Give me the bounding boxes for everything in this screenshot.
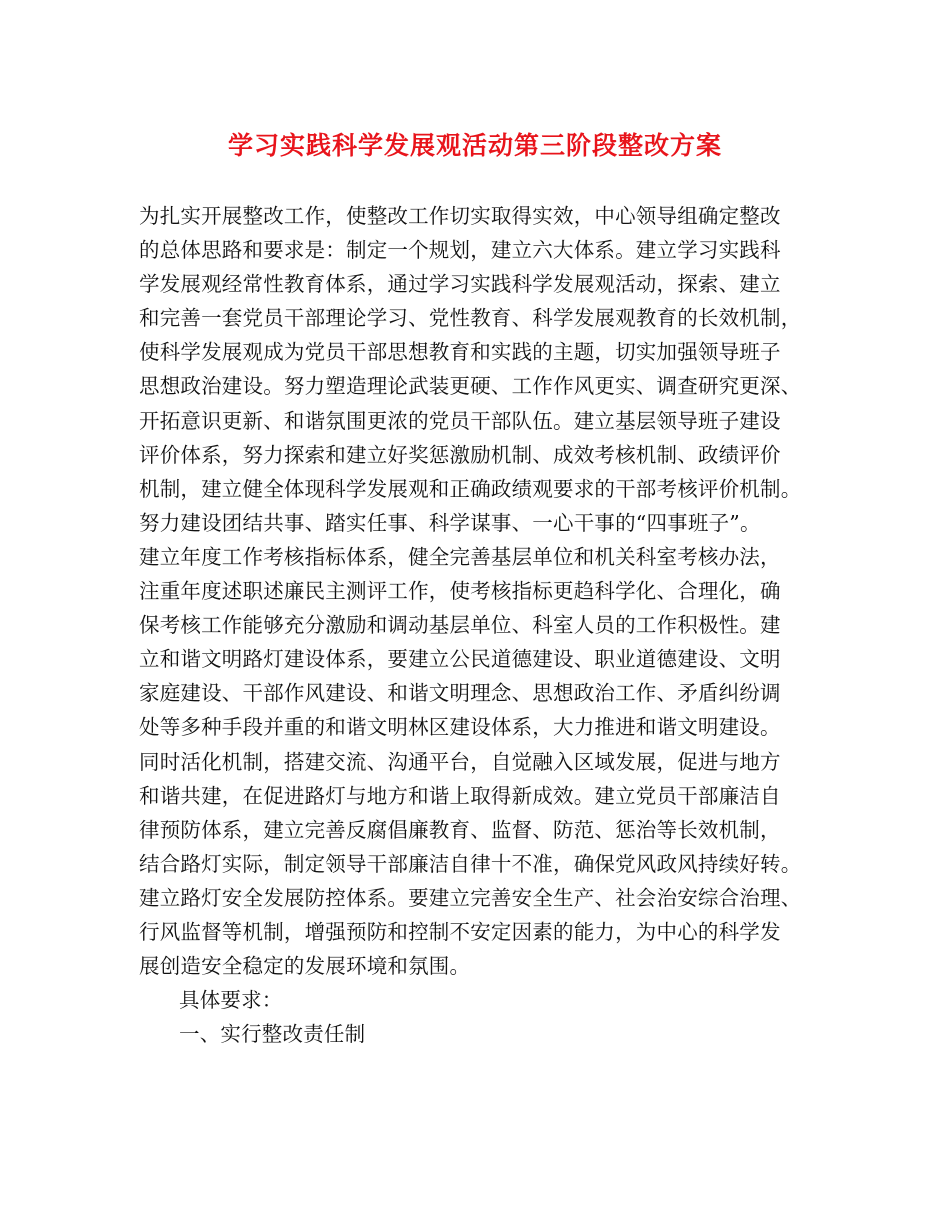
document-body <box>139 199 839 1051</box>
section-heading-1: 一、实行整改责任制 <box>179 1022 366 1047</box>
body-line: 注重年度述职述廉民主测评工作，使考核指标更趋科学化、合理化，确 <box>139 579 781 604</box>
body-line: 机制，建立健全体现科学发展观和正确政绩观要求的干部考核评价机制。 <box>139 476 802 501</box>
body-line: 的总体思路和要求是：制定一个规划，建立六大体系。建立学习实践科 <box>139 238 781 263</box>
body-line: 建立路灯安全发展防控体系。要建立完善安全生产、社会治安综合治理、 <box>139 885 802 910</box>
body-line: 保考核工作能够充分激励和调动基层单位、科室人员的工作积极性。建 <box>139 613 781 638</box>
body-line: 立和谐文明路灯建设体系，要建立公民道德建设、职业道德建设、文明 <box>139 647 781 672</box>
body-line: 结合路灯实际，制定领导干部廉洁自律十不准，确保党风政风持续好转。 <box>139 851 802 876</box>
body-line: 处等多种手段并重的和谐文明林区建设体系，大力推进和谐文明建设。 <box>139 715 781 740</box>
subheading-requirements: 具体要求： <box>179 988 283 1013</box>
body-line: 开拓意识更新、和谐氛围更浓的党员干部队伍。建立基层领导班子建设 <box>139 408 781 433</box>
body-line: 展创造安全稳定的发展环境和氛围。 <box>139 954 471 979</box>
body-line: 行风监督等机制，增强预防和控制不安定因素的能力，为中心的科学发 <box>139 919 781 944</box>
body-line: 建立年度工作考核指标体系，健全完善基层单位和机关科室考核办法， <box>139 544 781 569</box>
body-line: 为扎实开展整改工作，使整改工作切实取得实效，中心领导组确定整改 <box>139 204 781 228</box>
body-line: 使科学发展观成为党员干部思想教育和实践的主题，切实加强领导班子 <box>139 340 781 365</box>
body-line: 思想政治建设。努力塑造理论武装更硬、工作作风更实、调查研究更深、 <box>139 374 802 399</box>
body-line: 努力建设团结共事、踏实任事、科学谋事、一心干事的“四事班子”。 <box>139 510 761 535</box>
body-line: 家庭建设、干部作风建设、和谐文明理念、思想政治工作、矛盾纠纷调 <box>139 681 781 706</box>
body-line: 评价体系，努力探索和建立好奖惩激励机制、成效考核机制、政绩评价 <box>139 442 781 467</box>
body-line: 和谐共建，在促进路灯与地方和谐上取得新成效。建立党员干部廉洁自 <box>139 783 781 808</box>
body-line: 同时活化机制，搭建交流、沟通平台，自觉融入区域发展，促进与地方 <box>139 749 781 774</box>
body-line: 学发展观经常性教育体系，通过学习实践科学发展观活动，探索、建立 <box>139 272 781 297</box>
body-line: 律预防体系，建立完善反腐倡廉教育、监督、防范、惩治等长效机制， <box>139 817 781 842</box>
document-title: 学习实践科学发展观活动第三阶段整改方案 <box>227 131 722 160</box>
body-line: 和完善一套党员干部理论学习、党性教育、科学发展观教育的长效机制， <box>139 306 802 331</box>
